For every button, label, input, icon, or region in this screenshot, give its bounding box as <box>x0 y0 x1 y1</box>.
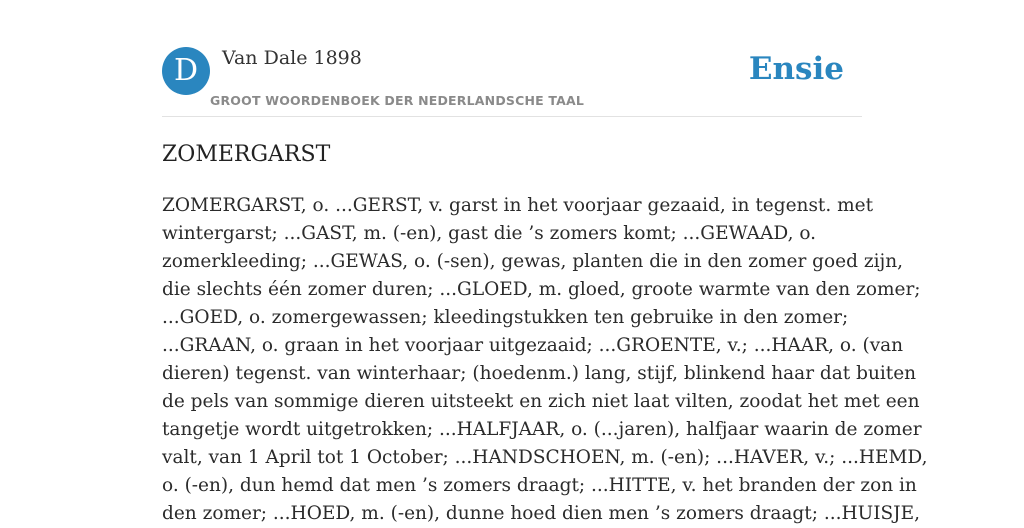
definition-line: o. (-en), dun hemd dat men ’s zomers draagt; ...HITTE, v. het branden der zon in <box>162 475 917 496</box>
definition-line: den zomer; ...HOED, m. (-en), dunne hoed dien men ’s zomers draagt; ...HUISJE, <box>162 503 920 524</box>
dictionary-header <box>162 46 862 117</box>
definition-line: ZOMERGARST, o. ...GERST, v. garst in het voorjaar gezaaid, in tegenst. met <box>162 195 874 216</box>
definition-line: die slechts één zomer duren; ...GLOED, m. gloed, groote warmte van den zomer; <box>162 279 921 300</box>
entry-headword: ZOMERGARST <box>162 142 331 167</box>
dictionary-title[interactable]: Van Dale 1898 <box>222 47 362 69</box>
definition-line: dieren) tegenst. van winterhaar; (hoedenm.) lang, stijf, blinkend haar dat buiten <box>162 363 917 384</box>
definition-line: de pels van sommige dieren uitsteekt en zich niet laat vilten, zoodat het met een <box>162 391 920 412</box>
definition-line: wintergarst; ...GAST, m. (-en), gast die ’s zomers komt; ...GEWAAD, o. <box>162 223 817 244</box>
definition-line: ...GOED, o. zomergewassen; kleedingstukken ten gebruike in den zomer; <box>162 307 849 328</box>
brand-logo[interactable]: Ensie <box>748 51 844 87</box>
definition-line: zomerkleeding; ...GEWAS, o. (-sen), gewas, planten die in den zomer goed zijn, <box>162 251 904 272</box>
dictionary-logo[interactable]: D <box>162 47 210 95</box>
entry-definition <box>162 192 928 528</box>
definition-line: valt, van 1 April tot 1 October; ...HANDSCHOEN, m. (-en); ...HAVER, v.; ...HEMD, <box>162 447 928 468</box>
definition-line: ...GRAAN, o. graan in het voorjaar uitgezaaid; ...GROENTE, v.; ...HAAR, o. (van <box>162 335 904 356</box>
dictionary-subtitle: GROOT WOORDENBOEK DER NEDERLANDSCHE TAAL <box>210 93 585 108</box>
definition-line: tangetje wordt uitgetrokken; ...HALFJAAR, o. (...jaren), halfjaar waarin de zomer <box>162 419 922 440</box>
